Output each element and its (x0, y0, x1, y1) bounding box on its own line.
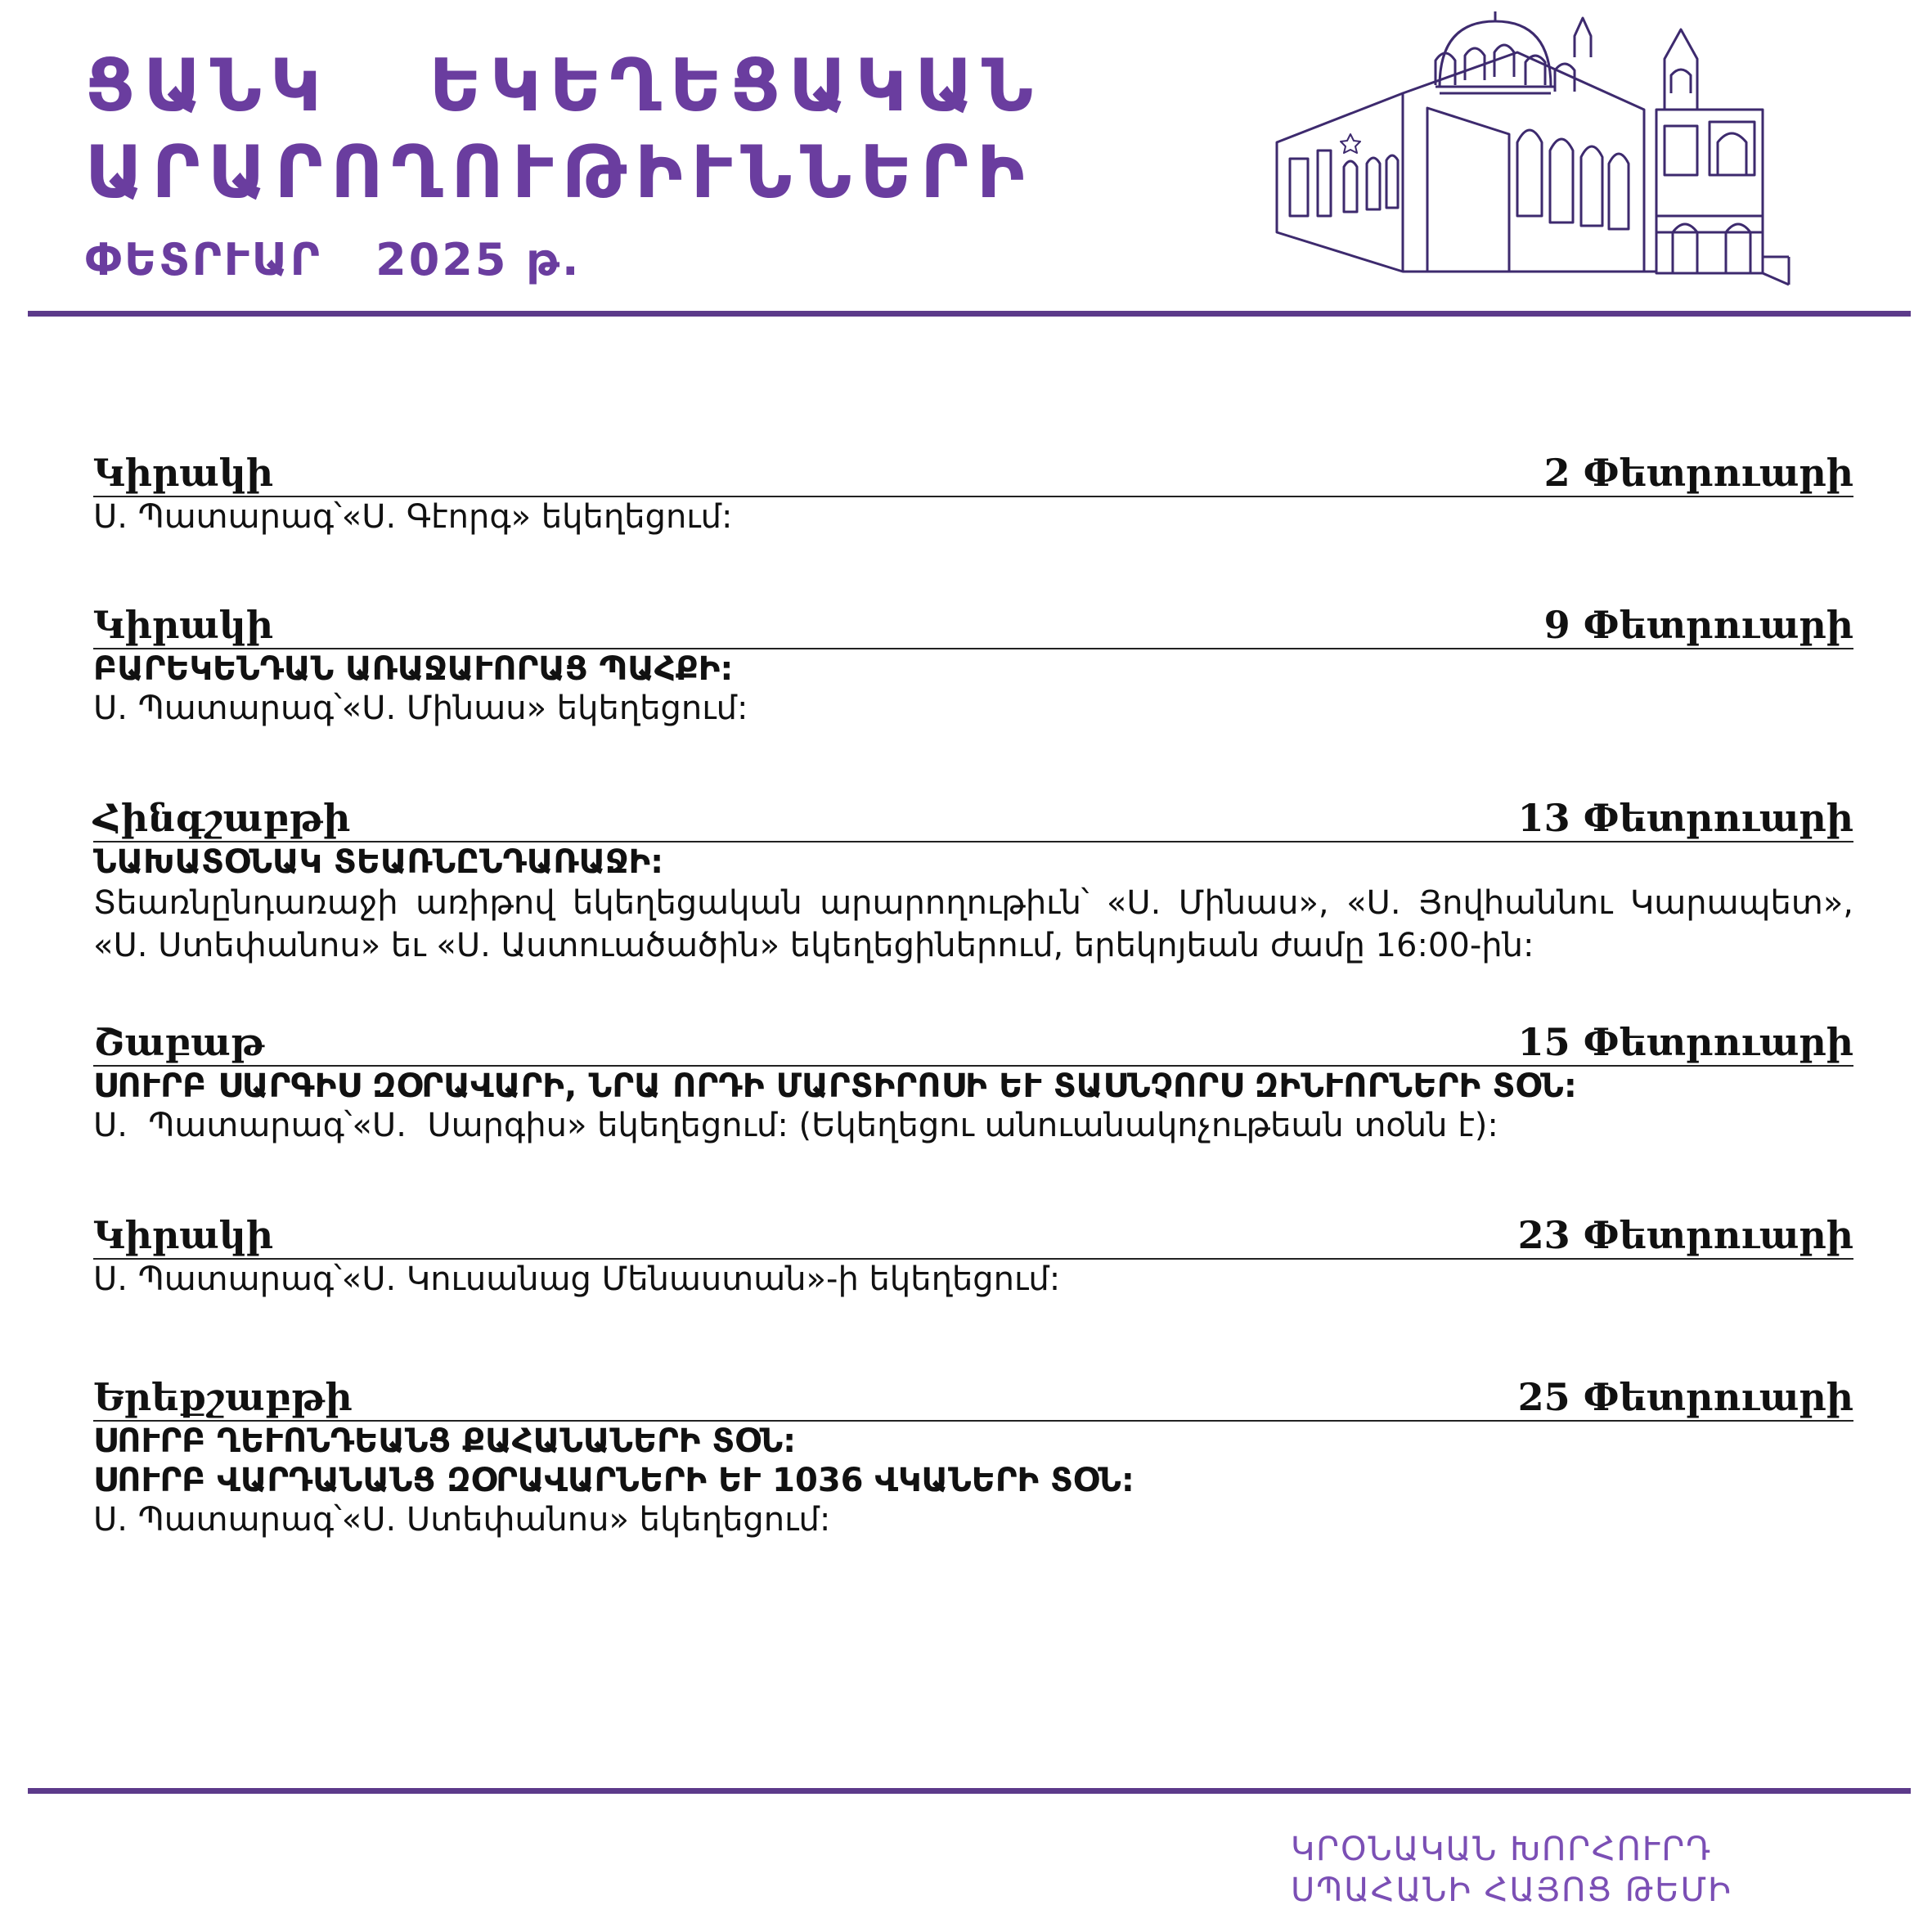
church-illustration (1272, 11, 1795, 294)
event-date: 25 Փետրուարի (1517, 1375, 1853, 1419)
event-date: 13 Փետրուարի (1517, 796, 1853, 840)
event-header (93, 795, 1853, 842)
event-line: Ս. Պատարագ՝«Ս. Մինաս» եկեղեցում: (93, 690, 748, 727)
event-header (93, 450, 1853, 497)
event-header (93, 1019, 1853, 1067)
event-header (93, 1374, 1853, 1422)
event-date: 23 Փետրուարի (1517, 1213, 1853, 1257)
event-feast-title: ՍՈՒՐԲ ՍԱՐԳԻՍ ԶՕՐԱՎԱՐԻ, ՆՐԱ ՈՐԴԻ ՄԱՐՏԻՐՈՍԻ ԵՒ ՏԱՍՆՉՈՐՍ ԶԻՆՒՈՐՆԵՐԻ ՏՕՆ: (93, 1067, 1578, 1105)
footer-line-1: ԿՐՕՆԱԿԱՆ ԽՈՐՀՈՒՐԴ (1291, 1831, 1713, 1868)
month-year (85, 234, 582, 286)
title-line-1: ՑԱՆԿ ԵԿԵՂԵՑԱԿԱՆ (85, 43, 1041, 128)
event-line: Ս. Պատարագ՝«Ս. Կուսանաց Մենաստան»-ի եկեղեցում: (93, 1260, 1061, 1298)
event-feast-title: ԲԱՐԵԿԵՆԴԱՆ ԱՌԱՋԱՒՈՐԱՑ ՊԱՀՔԻ: (93, 650, 734, 688)
event-day: Հինգշաբթի (93, 796, 351, 840)
event-line: Ս. Պատարագ՝«Ս. Սարգիս» եկեղեցում: (Եկեղեցու անուանակոչութեան տօնն է): (93, 1107, 1498, 1144)
page-title (85, 43, 1041, 216)
footer-signature (1291, 1829, 1732, 1911)
events-list (93, 450, 1853, 1539)
event-header (93, 1212, 1853, 1260)
event-item (93, 1212, 1853, 1299)
event-item (93, 1019, 1853, 1145)
event-item (93, 795, 1853, 967)
event-day: Կիրակի (93, 451, 274, 495)
event-feast-title: ՆԱԽԱՏՕՆԱԿ ՏԵԱՌՆԸՆԴԱՌԱՋԻ: (93, 843, 664, 881)
event-feast-title: ՍՈՒՐԲ ՂԵՒՈՆԴԵԱՆՑ ՔԱՀԱՆԱՆԵՐԻ ՏՕՆ: (93, 1422, 797, 1460)
bottom-divider (28, 1788, 1911, 1794)
event-feast-title: ՍՈՒՐԲ ՎԱՐԴԱՆԱՆՑ ԶՕՐԱՎԱՐՆԵՐԻ ԵՒ 1036 ՎԿԱՆԵՐԻ ՏՕՆ: (93, 1462, 1134, 1499)
event-line: Տեառնընդառաջի առիթով եկեղեցական արարողութիւն՝ «Ս. Մինաս», «Ս. Յովհաննու Կարապետ», «Ս. Ստեփանոս» եւ «Ս. Աստուածածին» եկեղեցիներում, երեկոյեան ժամը 16:00-ին: (93, 884, 1853, 964)
top-divider (28, 311, 1911, 317)
event-day: Կիրակի (93, 603, 274, 647)
event-line: Ս. Պատարագ՝«Ս. Գէորգ» եկեղեցում: (93, 498, 733, 536)
title-line-2: ԱՐԱՐՈՂՈՒԹԻՒՆՆԵՐԻ (85, 130, 1033, 214)
event-day: Երեքշաբթի (93, 1375, 353, 1419)
event-item (93, 450, 1853, 537)
month-label: ՓԵՏՐՒԱՐ (85, 234, 322, 285)
event-item (93, 602, 1853, 728)
event-date: 2 Փետրուարի (1543, 451, 1853, 495)
event-item (93, 1374, 1853, 1539)
event-date: 9 Փետրուարի (1543, 603, 1853, 647)
year-label: 2025 թ. (375, 234, 582, 285)
event-header (93, 602, 1853, 649)
event-date: 15 Փետրուարի (1517, 1020, 1853, 1064)
footer-line-2: ՍՊԱՀԱՆԻ ՀԱՅՈՑ ԹԵՄԻ (1291, 1871, 1732, 1909)
event-day: Կիրակի (93, 1213, 274, 1257)
event-line: Ս. Պատարագ՝«Ս. Ստեփանոս» եկեղեցում: (93, 1501, 831, 1539)
event-day: Շաբաթ (93, 1020, 265, 1064)
